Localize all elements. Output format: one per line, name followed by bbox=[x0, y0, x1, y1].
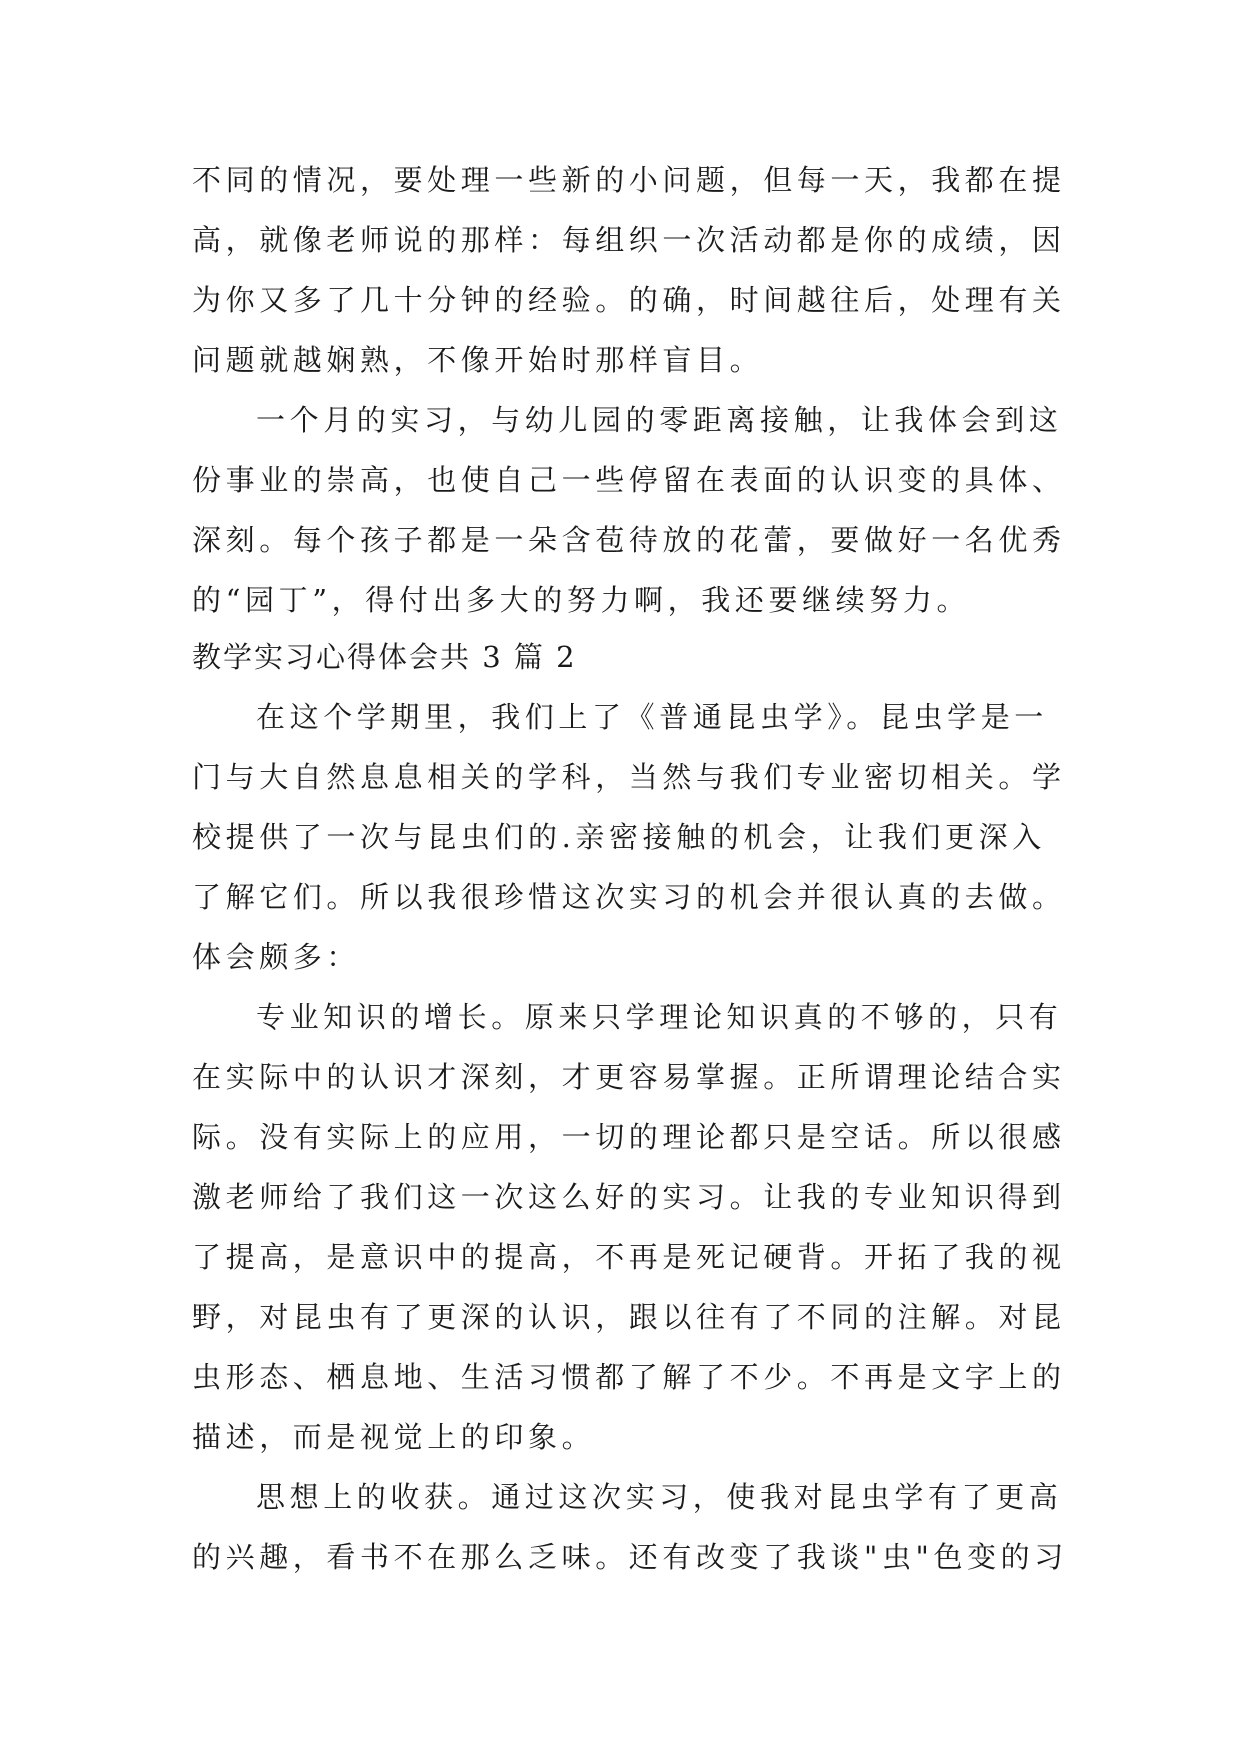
text-line: 野，对昆虫有了更深的认识，跟以往有了不同的注解。对昆 bbox=[192, 1300, 1066, 1334]
text-line: 深刻。每个孩子都是一朵含苞待放的花蕾，要做好一名优秀 bbox=[192, 523, 1066, 557]
text-line: 为你又多了几十分钟的经验。的确，时间越往后，处理有关 bbox=[192, 283, 1066, 317]
text-line: 描述，而是视觉上的印象。 bbox=[192, 1420, 596, 1454]
paragraph-first-line: 在这个学期里，我们上了《普通昆虫学》。昆虫学是一 bbox=[256, 700, 1048, 734]
text-line: 了解它们。所以我很珍惜这次实习的机会并很认真的去做。 bbox=[192, 880, 1066, 914]
text-line: 问题就越娴熟，不像开始时那样盲目。 bbox=[192, 343, 764, 377]
text-line: 高，就像老师说的那样：每组织一次活动都是你的成绩，因 bbox=[192, 223, 1066, 257]
text-line: 的“园丁”，得付出多大的努力啊，我还要继续努力。 bbox=[192, 583, 971, 617]
text-line: 了提高，是意识中的提高，不再是死记硬背。开拓了我的视 bbox=[192, 1240, 1066, 1274]
paragraph-first-line: 一个月的实习，与幼儿园的零距离接触，让我体会到这 bbox=[256, 403, 1063, 437]
text-line: 在实际中的认识才深刻，才更容易掌握。正所谓理论结合实 bbox=[192, 1060, 1066, 1094]
text-line: 门与大自然息息相关的学科，当然与我们专业密切相关。学 bbox=[192, 760, 1066, 794]
text-line: 际。没有实际上的应用，一切的理论都只是空话。所以很感 bbox=[192, 1120, 1066, 1154]
paragraph-first-line: 专业知识的增长。原来只学理论知识真的不够的，只有 bbox=[256, 1000, 1063, 1034]
text-line: 份事业的崇高，也使自己一些停留在表面的认识变的具体、 bbox=[192, 463, 1066, 497]
text-line: 的兴趣，看书不在那么乏味。还有改变了我谈"虫"色变的习 bbox=[192, 1540, 1068, 1574]
text-line: 激老师给了我们这一次这么好的实习。让我的专业知识得到 bbox=[192, 1180, 1066, 1214]
text-line: 不同的情况，要处理一些新的小问题，但每一天，我都在提 bbox=[192, 163, 1066, 197]
text-line: 虫形态、栖息地、生活习惯都了解了不少。不再是文字上的 bbox=[192, 1360, 1066, 1394]
section-heading: 教学实习心得体会共 3 篇 2 bbox=[192, 640, 577, 674]
paragraph-first-line: 思想上的收获。通过这次实习，使我对昆虫学有了更高 bbox=[256, 1480, 1063, 1514]
text-line: 校提供了一次与昆虫们的.亲密接触的机会，让我们更深入 bbox=[192, 820, 1046, 854]
text-line: 体会颇多： bbox=[192, 940, 361, 974]
